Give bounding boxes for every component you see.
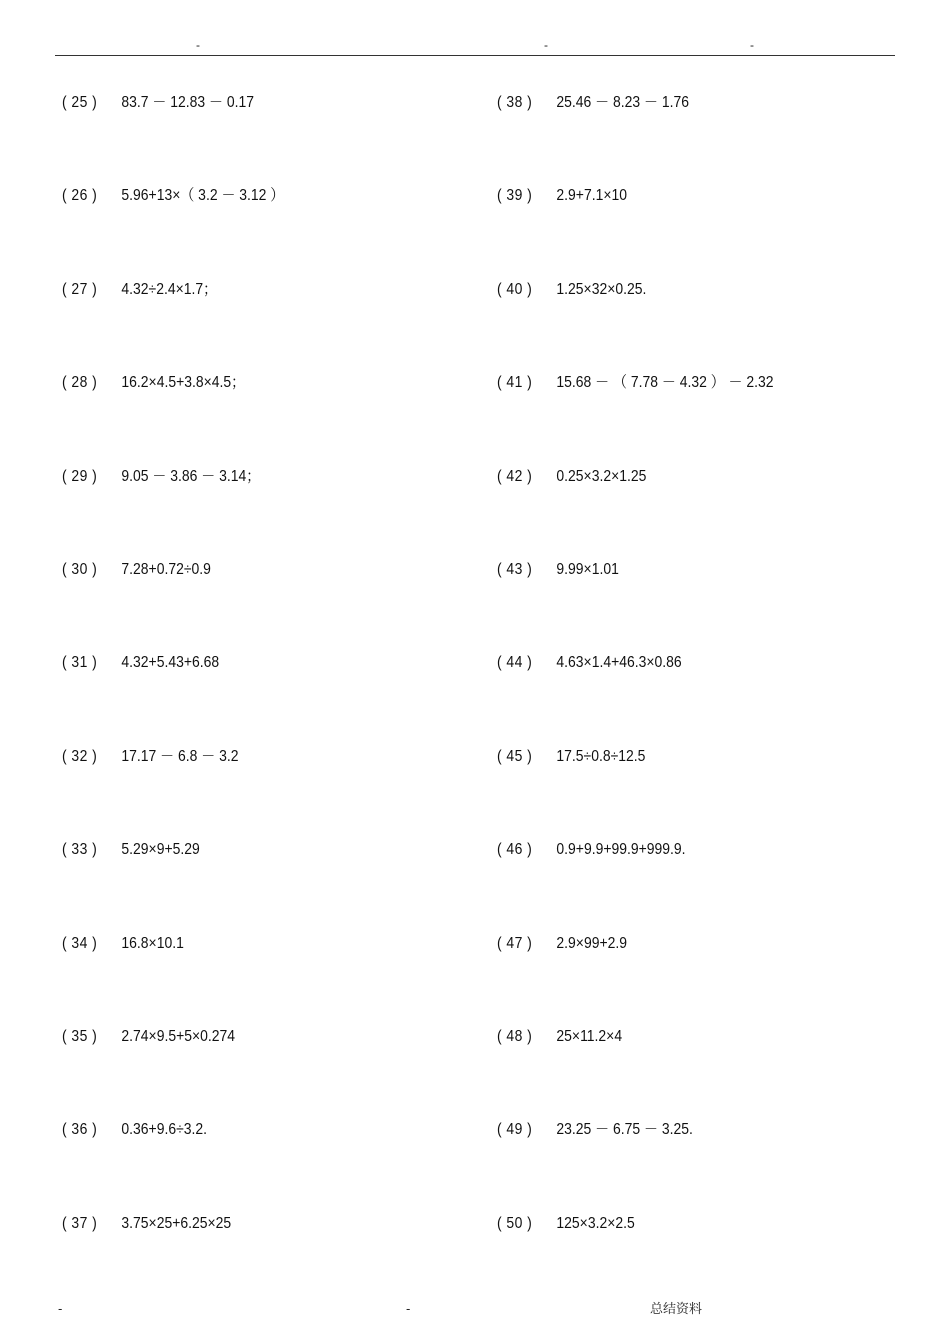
problem-number: ( 39 ) xyxy=(497,187,533,205)
problem-item xyxy=(62,1022,440,1115)
problem-number: ( 35 ) xyxy=(62,1027,98,1045)
problem-number: ( 48 ) xyxy=(497,1027,533,1045)
problem-expression: 25.46 － 8.23 － 1.76 xyxy=(556,94,690,111)
problem-item xyxy=(62,1209,440,1302)
problem-item xyxy=(497,88,875,181)
problem-number: ( 47 ) xyxy=(497,934,533,952)
footer-label: 总结资料 xyxy=(650,1301,703,1316)
problem-expression: 4.32+5.43+6.68 xyxy=(121,654,220,672)
problem-expression: 125×3.2×2.5 xyxy=(556,1214,635,1232)
problem-item xyxy=(62,368,440,461)
problem-item xyxy=(62,275,440,368)
problem-number: ( 49 ) xyxy=(497,1121,533,1139)
problem-item xyxy=(62,648,440,741)
problem-number: ( 26 ) xyxy=(62,187,98,205)
footer-mark-left: - xyxy=(58,1301,63,1316)
problem-item xyxy=(497,1209,875,1302)
footer-mark-center: - xyxy=(406,1301,411,1316)
problem-item xyxy=(497,835,875,928)
problem-number: ( 41 ) xyxy=(497,374,533,392)
problem-number: ( 36 ) xyxy=(62,1121,98,1139)
problem-expression: 3.75×25+6.25×25 xyxy=(121,1214,232,1232)
problem-expression: 2.74×9.5+5×0.274 xyxy=(121,1027,236,1045)
problem-column-left xyxy=(62,88,482,1302)
problem-expression: 9.05 － 3.86 － 3.14； xyxy=(121,467,261,485)
problem-item xyxy=(62,742,440,835)
problem-item xyxy=(497,275,875,368)
problem-expression: 23.25 － 6.75 － 3.25. xyxy=(556,1121,693,1139)
problem-number: ( 50 ) xyxy=(497,1214,533,1232)
problem-number: ( 42 ) xyxy=(497,467,533,485)
problem-expression: 4.63×1.4+46.3×0.86 xyxy=(556,654,682,672)
problem-expression: 17.17 － 6.8 － 3.2 xyxy=(121,747,239,765)
problem-item xyxy=(62,929,440,1022)
problem-expression: 2.9×99+2.9 xyxy=(556,934,628,952)
problem-number: ( 32 ) xyxy=(62,747,98,765)
problem-number: ( 45 ) xyxy=(497,747,533,765)
problem-item xyxy=(62,88,440,181)
problem-expression: 17.5÷0.8÷12.5 xyxy=(556,747,646,765)
problem-number: ( 34 ) xyxy=(62,934,98,952)
problem-number: ( 29 ) xyxy=(62,467,98,485)
problem-expression: 0.9+9.9+99.9+999.9. xyxy=(556,841,686,859)
problem-expression: 16.8×10.1 xyxy=(121,934,184,952)
problem-item xyxy=(497,368,875,461)
problem-expression: 0.25×3.2×1.25 xyxy=(556,467,647,485)
problem-expression: 7.28+0.72÷0.9 xyxy=(121,560,211,578)
problem-expression: 1.25×32×0.25. xyxy=(556,280,647,298)
problem-number: ( 28 ) xyxy=(62,374,98,392)
problem-number: ( 25 ) xyxy=(62,94,98,111)
problem-item xyxy=(497,1022,875,1115)
problem-expression: 5.96+13×（ 3.2 － 3.12 ） xyxy=(121,187,285,205)
problem-item xyxy=(497,462,875,555)
header-mark-center: - xyxy=(544,38,548,52)
problem-number: ( 31 ) xyxy=(62,654,98,672)
problem-column-right xyxy=(497,88,917,1302)
problem-item xyxy=(497,181,875,274)
problem-number: ( 30 ) xyxy=(62,560,98,578)
problem-item xyxy=(62,1115,440,1208)
problem-number: ( 27 ) xyxy=(62,280,98,298)
problem-item xyxy=(497,1115,875,1208)
problem-expression: 25×11.2×4 xyxy=(556,1027,623,1045)
problem-expression: 2.9+7.1×10 xyxy=(556,187,628,205)
problem-item xyxy=(497,742,875,835)
problem-number: ( 43 ) xyxy=(497,560,533,578)
problem-number: ( 33 ) xyxy=(62,841,98,859)
problem-expression: 9.99×1.01 xyxy=(556,560,619,578)
header-mark-right: - xyxy=(750,38,754,52)
header-mark-left: - xyxy=(196,38,200,52)
problem-item xyxy=(62,555,440,648)
problem-expression: 83.7 － 12.83 － 0.17 xyxy=(121,94,255,111)
problem-expression: 15.68 － （ 7.78 － 4.32 ） － 2.32 xyxy=(556,374,774,392)
problem-number: ( 40 ) xyxy=(497,280,533,298)
header-divider xyxy=(55,55,895,56)
problem-number: ( 37 ) xyxy=(62,1214,98,1232)
problem-number: ( 38 ) xyxy=(497,94,533,111)
problem-item xyxy=(62,462,440,555)
problem-item xyxy=(497,929,875,1022)
problem-expression: 16.2×4.5+3.8×4.5； xyxy=(121,374,246,392)
problem-item xyxy=(497,555,875,648)
problem-item xyxy=(62,835,440,928)
problem-number: ( 46 ) xyxy=(497,841,533,859)
problem-item xyxy=(62,181,440,274)
problem-expression: 5.29×9+5.29 xyxy=(121,841,200,859)
problem-number: ( 44 ) xyxy=(497,654,533,672)
problem-expression: 4.32÷2.4×1.7； xyxy=(121,280,218,298)
problem-item xyxy=(497,648,875,741)
problem-expression: 0.36+9.6÷3.2. xyxy=(121,1121,208,1139)
